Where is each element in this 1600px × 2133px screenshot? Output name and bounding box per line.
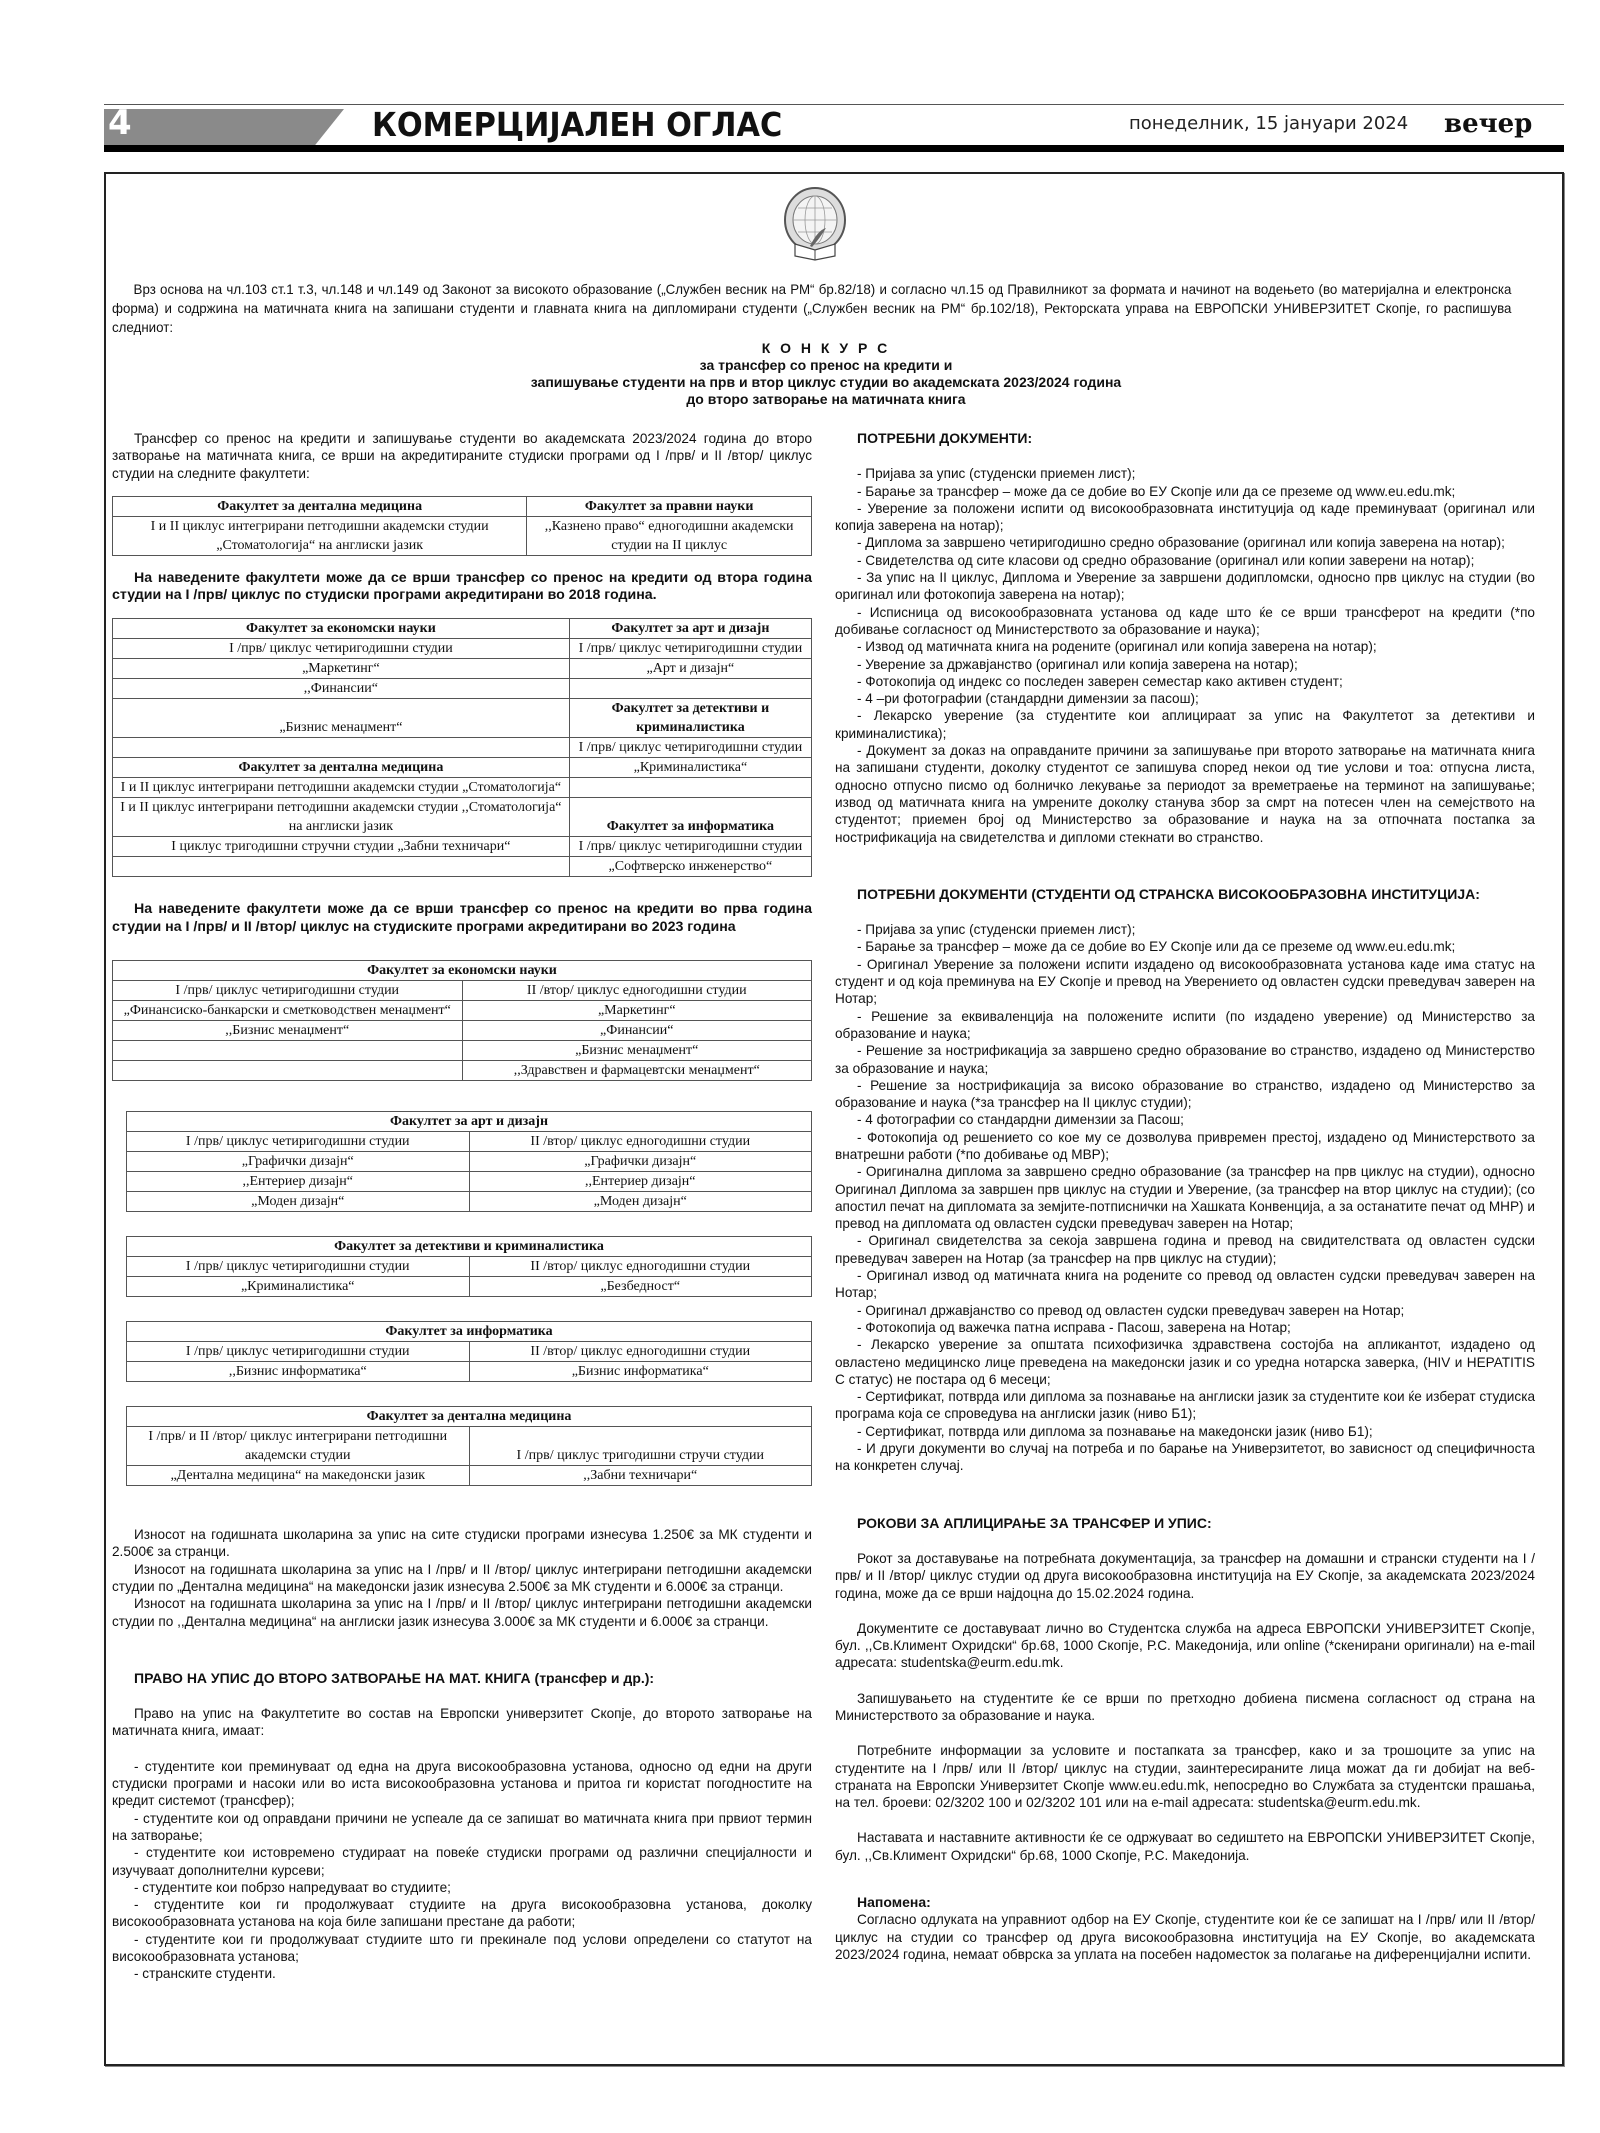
university-seal-icon	[770, 184, 860, 262]
left-column	[112, 430, 812, 1983]
art-design-faculty-table	[126, 1111, 812, 1212]
table-body	[127, 1342, 812, 1382]
table-cell: I /прв/ циклус четиригодишни студии	[569, 837, 811, 857]
table-cell: I /прв/ циклус четиригодишни студии	[113, 981, 463, 1001]
table-cell: ,,Забни техничари“	[469, 1466, 812, 1486]
document-list-item: - Исписница од високообразовната установа од каде што ќе се врши трансферот на кредити (*по добивање согласност од Министерството за образование и наука);	[835, 604, 1535, 637]
document-list-item: - Уверение за положени испити од високообразовната институција од каде преминуваат (оригинал или копија заверена на нотар);	[835, 500, 1535, 534]
table-cell: „Софтверско инженерство“	[569, 857, 811, 877]
deadline-paragraph: Наставата и наставните активности ќе се одржуваат во седиштето на ЕВРОПСКИ УНИВЕРЗИТЕТ Скопје, бул. ,,Св.Климент Охридски“ бр.68, 1000 Скопје, Р.С. Македонија.	[835, 1830, 1535, 1863]
foreign-document-list-item: - Фотокопија од важечка патна исправа - Пасош, заверена на Нотар;	[857, 1319, 1291, 1335]
table-body	[127, 1132, 812, 1212]
deadline-paragraph: Запишувањето на студентите ќе се врши по претходно добиена писмена согласност од страна на Министерството за образование и наука.	[835, 1690, 1535, 1723]
deadlines-paragraphs	[835, 1550, 1535, 1864]
table-cell: „Криминалистика“	[569, 758, 811, 778]
table-row	[127, 1277, 812, 1297]
heading-line: запишување студенти на прв и втор циклус студии во академската 2023/2024 година	[530, 374, 1122, 390]
table-row	[113, 778, 812, 798]
document-list-item: - Извод од матичната книга на родените (оригинал или копија заверена на нотар);	[857, 639, 1377, 655]
foreign-document-list-item: - Пријава за упис (студенски приемен лист);	[857, 922, 1136, 938]
table-cell: I циклус тригодишни стручни студии „Забни техничари“	[113, 837, 570, 857]
announcement-heading	[112, 340, 1540, 408]
document-list-item: - Свидетелства од сите класови од средно образование (оригинал или копии заверени на нотар);	[857, 552, 1475, 568]
deadline-paragraph: Документите се доставуваат лично во Студентска служба на адреса ЕВРОПСКИ УНИВЕРЗИТЕТ Скопје, бул. ,,Св.Климент Охридски“ бр.68, 1000 Скопје, Р.С. Македонија, или online (*скенирани оригинали) на e-mail адресата: studentska@eurm.edu.mk.	[835, 1620, 1535, 1671]
page-number-box	[104, 109, 344, 145]
fee-paragraph: Износот на годишната школарина за упис на сите студиски програми изнесува 1.250€ за МК студенти и 2.500€ за странци.	[112, 1527, 812, 1560]
table-row	[127, 1362, 812, 1382]
foreign-document-list-item: - Лекарско уверение за општата психофизичка здравствена состојба на апликантот, издадено од овластено медицинско лице преведена на македонски јазик и со уредна нотарска заверка, (HIV и HEPATITIS C статус) не постара од 6 месеци;	[835, 1337, 1535, 1387]
dental-faculty-table	[126, 1406, 812, 1486]
foreign-document-list-item: - Сертификат, потврда или диплома за познавање на англиски јазик за студентите кои ќе изберат студиска програма која се спроведува на англиски јазик (ниво Б1);	[835, 1389, 1535, 1422]
table-cell: I /прв/ циклус четиригодишни студии	[113, 639, 570, 659]
newspaper-brand-logo: вечер	[1444, 109, 1533, 139]
table-title: Факултет за информатика	[127, 1322, 812, 1342]
table-cell: „Финансиско-банкарски и сметководствен менаџмент“	[113, 1001, 463, 1021]
table-row	[113, 1021, 812, 1041]
foreign-document-list-item: - Барање за трансфер – може да се добие во ЕУ Скопје или да се преземе од www.eu.edu.mk;	[857, 939, 1456, 955]
document-list-item: - Пријава за упис (студенски приемен лист);	[857, 466, 1136, 482]
rights-list-item: - студентите кои истовремено студираат на повеќе студиски програми од различни специјалности и изучуваат дополнителни курсеви;	[112, 1845, 812, 1878]
document-list-item: - Фотокопија од индекс со последен заверен семестар како активен студент;	[857, 673, 1343, 689]
table-cell: „Криминалистика“	[127, 1277, 470, 1297]
rights-list-item: - странските студенти.	[134, 1966, 276, 1982]
table-cell: „Безбедност“	[469, 1277, 812, 1297]
document-list-item: - Диплома за завршено четиригодишно средно образование (оригинал или копија заверена на нотар);	[857, 535, 1505, 551]
table-section-header: Факултет за арт и дизајн	[569, 619, 811, 639]
rights-list	[112, 1758, 812, 1983]
table-cell	[113, 738, 570, 758]
foreign-document-list-item: - Оригинал Уверение за положени испити издадено од високообразовната установа каде има статус на студент и од која преминува на ЕУ Скопје и превод на Уверението од овластен судски преведувач заверен на Нотар;	[835, 956, 1535, 1007]
table-row	[113, 1041, 812, 1061]
detectives-faculty-table	[126, 1236, 812, 1297]
table-cell: I и II циклус интегрирани петгодишни академски студии „Стоматологија“	[113, 778, 570, 798]
table-cell	[113, 857, 570, 877]
table-cell: „Графички дизајн“	[127, 1152, 470, 1172]
foreign-documents-heading: ПОТРЕБНИ ДОКУМЕНТИ (СТУДЕНТИ ОД СТРАНСКА ВИСОКООБРАЗОВНА ИНСТИТУЦИЈА:	[857, 885, 1480, 902]
document-list-item: - Барање за трансфер – може да се добие во ЕУ Скопје или да се преземе од www.eu.edu.mk;	[857, 483, 1456, 499]
document-list-item: - Лекарско уверение (за студентите кои аплицираат за упис на Факултетот за детективи и криминалистика);	[835, 708, 1535, 741]
foreign-document-list-item: - Фотокопија од решението со кое му се дозволува привремен престој, издадено од Министерството за внатрешни работи (*по добивање од МВР);	[835, 1129, 1535, 1162]
foreign-document-list-item: - Сертификат, потврда или диплома за познавање на македонски јазик (ниво Б1);	[857, 1423, 1373, 1439]
table-row	[113, 1001, 812, 1021]
table-section-header: Факултет за дентална медицина	[113, 758, 570, 778]
table-cell: ,,Казнено право“ едногодишни академски студии на II циклус	[527, 516, 812, 555]
informatics-faculty-table	[126, 1321, 812, 1382]
issue-date: понеделник, 15 јануари 2024	[1129, 113, 1409, 134]
table-cell: ,,Финансии“	[113, 679, 570, 699]
economics-faculty-table	[112, 960, 812, 1081]
table-title: Факултет за детективи и криминалистика	[127, 1237, 812, 1257]
transfer-2023-paragraph: На наведените факултети може да се врши трансфер со пренос на кредити во прва година студии на I /прв/ и II /втор/ циклус на студиските програми акредитирани во 2023 година	[112, 901, 812, 935]
documents-heading: ПОТРЕБНИ ДОКУМЕНТИ:	[857, 430, 1033, 446]
foreign-document-list-item: - Оригинал свидетелства за секоја завршена година и превод на свидителствата од овластен судски преведувач заверен на Нотар (за трансфер на прв циклус на студии);	[835, 1233, 1535, 1266]
foreign-document-list-item: - 4 фотографии со стандардни димензии за Пасош;	[857, 1112, 1184, 1128]
table-cell: II /втор/ циклус едногодишни студии	[469, 1132, 812, 1152]
fee-paragraph: Износот на годишната школарина за упис на I /прв/ и II /втор/ циклус интегрирани петгодишни академски студии по ,,Дентална медицина“ на англиски јазик изнесува 3.000€ за МК студенти и 6.000€ за странци.	[112, 1596, 812, 1629]
rights-heading: ПРАВО НА УПИС ДО ВТОРО ЗАТВОРАЊЕ НА МАТ. КНИГА (трансфер и др.):	[134, 1669, 655, 1686]
foreign-documents-list	[835, 921, 1535, 1475]
faculties-table-1	[112, 496, 812, 556]
foreign-document-list-item: - Решение за еквиваленција на положените испити (по издадено уверение) од Министерство за образование и наука;	[835, 1008, 1535, 1041]
table-cell: I и II циклус интегрирани петгодишни академски студии „Стоматологија“ на англиски јазик	[113, 516, 527, 555]
rights-list-item: - студентите кои од оправдани причини не успеале да се запишат во матичната книга при првиот термин на затворање;	[112, 1810, 812, 1843]
document-list-item: - Документ за доказ на оправданите причини за запишување при второто затворање на матичната книга на запишани студенти, доколку студентот се запишува според некои од тие услови и тоа: отпусна листа, односно отпусно писмо од болничко лекување за периодот за времетраење на терминот на запишување; извод од матичната книга на умрените доколку станува збор за смрт на потесен член на семејството на студентот; приемен број од Министерство за образование и наука на за отпочната постапка за нострификација на свидетелства и дипломи стекнати во странство.	[835, 743, 1535, 845]
rights-list-item: - студентите кои ги продолжуваат студиите на друга високообразовна установа, доколку високообразовната установа на која биле запишани престане да работи;	[112, 1897, 812, 1930]
table-cell	[569, 778, 811, 798]
foreign-document-list-item: - Решение за нострификација за високо образование во странство, издадено од Министерство за образование и наука (*за трансфер на II циклус студии);	[835, 1077, 1535, 1111]
table-cell: II /втор/ циклус едногодишни студии	[462, 981, 812, 1001]
note-heading: Напомена:	[857, 1894, 931, 1911]
table-row	[127, 1342, 812, 1362]
masthead-rule	[104, 145, 1564, 152]
table-body	[113, 981, 812, 1081]
table-wrapper	[112, 1111, 812, 1486]
table-cell: „Моден дизајн“	[469, 1192, 812, 1212]
table-cell: ,,Ентериер дизајн“	[469, 1172, 812, 1192]
table-cell: „Арт и дизајн“	[569, 659, 811, 679]
rights-list-item: - студентите кои преминуваат од една на друга високообразовна установа, односно од едни на други студиски програми и насоки или во иста високообразовна установа и притоа ги користат погодностите на кредит системот (трансфер);	[112, 1758, 812, 1809]
table-header: Факултет за дентална медицина	[113, 496, 527, 516]
deadlines-heading: РОКОВИ ЗА АПЛИЦИРАЊЕ ЗА ТРАНСФЕР И УПИС:	[857, 1514, 1212, 1531]
table-row	[113, 619, 812, 639]
table-cell: I /прв/ циклус четиригодишни студии	[127, 1132, 470, 1152]
table-cell	[569, 679, 811, 699]
table-cell: II /втор/ циклус едногодишни студии	[469, 1342, 812, 1362]
table-cell: ,,Бизнис менаџмент“	[113, 1021, 463, 1041]
table-cell: „Бизнис информатика“	[469, 1362, 812, 1382]
table-cell: I и II циклус интегрирани петгодишни академски студии ,,Стоматологија“ на англиски јазик	[113, 798, 570, 837]
foreign-document-list-item: - Оригинал извод од матичната книга на родените со превод од овластен судски преведувач заверен на Нотар;	[835, 1268, 1535, 1301]
table-row	[127, 1172, 812, 1192]
table-row	[127, 1152, 812, 1172]
table-title: Факултет за економски науки	[113, 961, 812, 981]
programs-2018-table	[112, 618, 812, 877]
page-number: 4	[108, 103, 132, 143]
right-column	[835, 430, 1535, 1963]
document-list-item: - За упис на II циклус, Диплома и Уверение за завршени додипломски, односно прв циклус на студии (во оригинал или фотокопија заверена на нотар);	[835, 570, 1535, 603]
foreign-document-list-item: - Оригинална диплома за завршено средно образование (за трансфер на прв циклус на студии), односно Оригинал Диплома за завршен прв циклус на студии и Уверение, (за трансфер на втор циклус на студии); (со апостил печат на дипломата за земјите-потписнички на Хашката Конвенција, а за останатите печат од МНР) и превод на дипломата од овластен судски преведувач заверен на Нотар;	[835, 1164, 1535, 1232]
table-cell: ,,Здравствен и фармацевтски менаџмент“	[462, 1061, 812, 1081]
note-text: Согласно одлуката на управниот одбор на ЕУ Скопје, студентите кои ќе се запишат на I /прв/ или II /втор/ циклус на студии со трансфер од друга високообразовна институција на ЕУ Скопје, во академската 2023/2024 година, немаат обврска за уплата на посебен надоместок за полагање на диференцијални испити.	[835, 1912, 1535, 1962]
table-cell: ,,Ентериер дизајн“	[127, 1172, 470, 1192]
table-header: Факултет за правни науки	[527, 496, 812, 516]
transfer-intro-paragraph: Трансфер со пренос на кредити и запишување студенти во академската 2023/2024 година до второ затворање на матичната книга, се врши на акредитираните студиски програми од I /прв/ и II /втор/ циклус студии на следните факултети:	[112, 431, 812, 481]
table-cell: I /прв/ циклус четиригодишни студии	[127, 1342, 470, 1362]
heading-line: за трансфер со пренос на кредити и	[699, 357, 953, 373]
foreign-document-list-item: - Решение за нострификација за завршено средно образование во странство, издадено од Министерство за образование и наука;	[835, 1043, 1535, 1076]
table-row	[113, 1061, 812, 1081]
table-cell: „Маркетинг“	[113, 659, 570, 679]
table-row	[113, 758, 812, 778]
document-list-item: - Уверение за државјанство (оригинал или копија заверена на нотар);	[857, 656, 1298, 672]
table-row	[113, 639, 812, 659]
table-cell: „Бизнис менаџмент“	[462, 1041, 812, 1061]
transfer-2018-paragraph: На наведените факултети може да се врши трансфер со пренос на кредити од втора година студии на I /прв/ циклус по студиски програми акредитирани во 2018 година.	[112, 569, 812, 604]
intro-paragraph: Врз основа на чл.103 ст.1 т.3, чл.148 и чл.149 од Законот за високото образование („Службен весник на РМ“ бр.82/18) и согласно чл.15 од Правилникот за формата и начинот на водењето (во материјална и електронска форма) и содржина на матичната книга на запишани студенти и главната книга на дипломирани студенти („Службен весник на РМ“ бр.102/18), Ректорската управа на ЕВРОПСКИ УНИВЕРЗИТЕТ Скопје, го распишува следниот:	[112, 282, 1512, 335]
documents-list	[835, 465, 1535, 846]
table-cell: I /прв/ и II /втор/ циклус интегрирани петгодишни академски студии	[127, 1427, 470, 1466]
table-title: Факултет за арт и дизајн	[127, 1112, 812, 1132]
table-row	[127, 1192, 812, 1212]
table-row	[113, 857, 812, 877]
section-title: КОМЕРЦИЈАЛЕН ОГЛАС	[372, 105, 783, 144]
table-cell: I /прв/ циклус четиригодишни студии	[569, 639, 811, 659]
table-cell: ,,Бизнис информатика“	[127, 1362, 470, 1382]
rights-intro: Право на упис на Факултетите во состав на Европски универзитет Скопје, до второто затворање на матичната книга, имаат:	[112, 1706, 812, 1739]
deadline-paragraph: Потребните информации за условите и постапката за трансфер, како и за трошоците за упис на студентите на I /прв/ или II /втор/ циклус на студии, заинтересираните лица можат да ги добијат на веб-страната на Европски Универзитет Скопје www.eu.edu.mk, непосредно во Службата за студентски прашања, на тел. броеви: 02/3202 100 и 02/3202 101 или на e-mail адресата: studentska@eurm.edu.mk.	[835, 1743, 1535, 1811]
table-cell: I /прв/ циклус четиригодишни студии	[569, 738, 811, 758]
table-cell: „Финансии“	[462, 1021, 812, 1041]
table-title: Факултет за дентална медицина	[127, 1407, 812, 1427]
table-body	[127, 1427, 812, 1486]
fee-paragraph: Износот на годишната школарина за упис на I /прв/ и II /втор/ циклус интегрирани петгодишни академски студии по „Дентална медицина“ на македонски јазик изнесува 2.500€ за МК студенти и 6.000€ за странци.	[112, 1561, 812, 1594]
table-row	[113, 738, 812, 758]
deadline-paragraph: Рокот за доставување на потребната документација, за трансфер на домашни и странски студенти на I /прв/ и II /втор/ циклус студии од друга високообразовна институција на ЕУ Скопје, за академската 2023/2024 година, може да се врши најдоцна до 15.02.2024 година.	[835, 1550, 1535, 1601]
table-row	[127, 1427, 812, 1466]
table-row	[113, 679, 812, 699]
table-body	[127, 1257, 812, 1297]
table-cell	[113, 1041, 463, 1061]
table-row	[113, 798, 812, 837]
table-row	[113, 699, 812, 738]
table-section-header: Факултет за информатика	[569, 798, 811, 837]
table-cell: I /прв/ циклус тригодишни стручи студии	[469, 1427, 812, 1466]
masthead	[104, 104, 1564, 149]
rights-list-item: - студентите кои побрзо напредуваат во студиите;	[134, 1879, 451, 1895]
table-section-header: Факултет за детективи и криминалистика	[569, 699, 811, 738]
table-cell: I /прв/ циклус четиригодишни студии	[127, 1257, 470, 1277]
document-list-item: - 4 –ри фотографии (стандардни димензии за пасош);	[857, 691, 1199, 707]
table-row	[113, 981, 812, 1001]
table-cell: „Маркетинг“	[462, 1001, 812, 1021]
table-row	[127, 1257, 812, 1277]
table-cell: „Дентална медицина“ на македонски јазик	[127, 1466, 470, 1486]
table-cell: „Графички дизајн“	[469, 1152, 812, 1172]
table-cell: „Бизнис менаџмент“	[113, 699, 570, 738]
table-cell	[113, 1061, 463, 1081]
table-row	[127, 1466, 812, 1486]
table-row	[127, 1132, 812, 1152]
rights-list-item: - студентите кои ги продолжуваат студиите што ги прекинале под услови определени со статутот на високообразовната установа;	[112, 1931, 812, 1965]
table-row	[113, 837, 812, 857]
table-cell: II /втор/ циклус едногодишни студии	[469, 1257, 812, 1277]
foreign-document-list-item: - И други документи во случај на потреба и по барање на Универзитетот, во зависност од специфичноста на конкретен случај.	[835, 1441, 1535, 1474]
intro-text	[112, 280, 1511, 337]
table-cell: „Моден дизајн“	[127, 1192, 470, 1212]
heading-keyword: К О Н К У Р С	[761, 340, 891, 356]
heading-line: до второ затворање на матичната книга	[686, 391, 966, 407]
table-row	[113, 659, 812, 679]
table-section-header: Факултет за економски науки	[113, 619, 570, 639]
foreign-document-list-item: - Оригинал државјанство со превод од овластен судски преведувач заверен на Нотар;	[857, 1302, 1405, 1318]
